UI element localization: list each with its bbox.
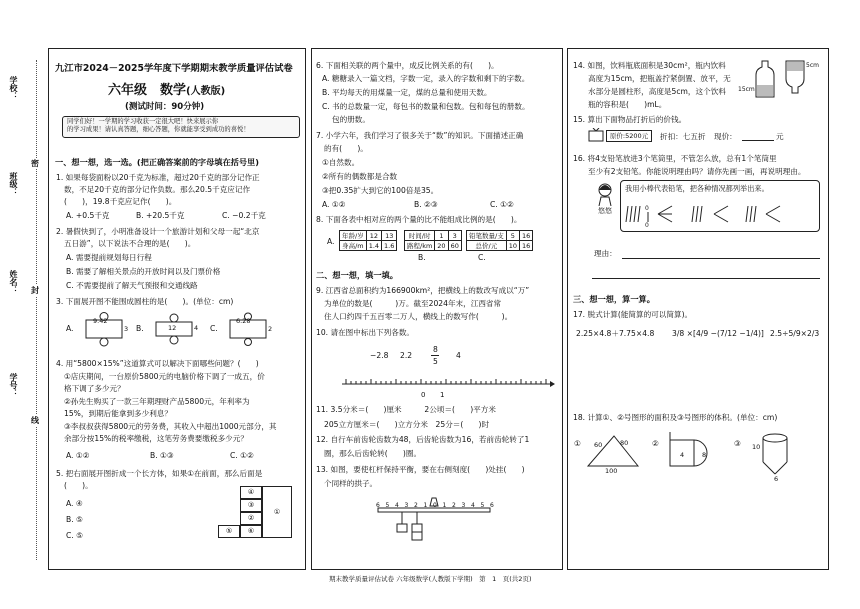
q15-stem: 15. 算出下面物品打折后的价钱。 xyxy=(573,115,687,124)
q14-line-3: 水部分是圆柱形，高度是5cm，这个饮料 xyxy=(588,87,726,96)
q8b-h2: 1 xyxy=(435,231,448,241)
q3-a-height-label: 3 xyxy=(124,325,129,333)
q18-fig1-tag: ① xyxy=(574,439,581,448)
q13-scale xyxy=(376,502,494,509)
q8c-r2: 10 xyxy=(506,241,519,251)
q14-line-1: 14. 如图，饮料瓶底面积是30cm²，瓶内饮料 xyxy=(573,61,726,70)
q18-fig3-tag: ③ xyxy=(734,439,741,448)
class-label: 班级： xyxy=(9,172,18,196)
q8a-r1: 身高/m xyxy=(340,241,367,251)
q4-line-6: ③李叔叔获得5800元的劳务费，其收入中超出1000元部分，其 xyxy=(64,422,277,431)
exam-title: 九江市2024－2025学年度下学期期末教学质量评估试卷 xyxy=(55,63,293,74)
q7-item-3: ③把0.35扩大到它的100倍是35。 xyxy=(322,186,439,195)
q7-line-1: 7. 小学六年，我们学习了很多关于“数”的知识。下面描述正确 xyxy=(316,131,524,140)
encouragement-banner xyxy=(62,116,300,138)
q8-stem xyxy=(316,214,521,225)
q11-line-1: 11. 3.5分米＝( )厘米 2公顷＝( )平方米 xyxy=(316,405,496,414)
q10-stem: 10. 请在图中标出下列各数。 xyxy=(316,328,415,337)
q8a-r2: 1.4 xyxy=(366,241,381,251)
q5-cell-1-text: ① xyxy=(273,508,281,516)
section-3-title: 三、想一想，算一算。 xyxy=(573,294,655,304)
q8c-h2: 5 xyxy=(506,231,519,241)
page-footer: 期末教学质量评估试卷 六年级数学(人教版下学期) 第 1 页(共2页) xyxy=(329,575,532,583)
q5-option-b: B. ⑤ xyxy=(66,515,83,524)
q2-option-c: C. 不需要提前了解天气预报和交通线路 xyxy=(66,281,198,290)
q15-answer-blank[interactable] xyxy=(742,140,774,141)
q14-label-15cm: 15cm xyxy=(738,86,755,93)
q1-line-2: 数，不足20千克的部分记作负数。那么20.5千克应记作 xyxy=(64,185,251,194)
q4-line-4: ②孙先生购买了一款三年期理财产品5800元，年利率为 xyxy=(64,397,250,406)
q7-option-b: B. ②③ xyxy=(414,200,438,209)
q18-fig2-4: 4 xyxy=(680,451,685,459)
grade-subject-text: 六年级 数学 xyxy=(108,83,187,98)
q15-unit: 元 xyxy=(776,132,784,141)
scale-2r: 2 xyxy=(452,502,456,509)
q4-line-1: 4. 用“5800×15%”这道算式可以解决下面哪些问题？( ) xyxy=(56,359,259,368)
q10-num-4: 4 xyxy=(456,351,461,360)
q17-stem: 17. 脱式计算(能简算的可以简算)。 xyxy=(573,310,693,319)
q7-option-a: A. ①② xyxy=(322,200,346,209)
q13-line-2: 个同样的拱子。 xyxy=(324,479,378,488)
q8-option-a: A. xyxy=(327,237,335,246)
q3-b-width-label: 12 xyxy=(168,324,177,332)
q1-option-c: C. −0.2千克 xyxy=(222,211,266,220)
q18-fig3-10: 10 xyxy=(752,443,761,451)
q1-line-3: ( )，19.8千克应记作( )。 xyxy=(64,197,177,206)
q10-axis-one: 1 xyxy=(440,391,445,399)
q10-number-line xyxy=(340,378,556,392)
scale-1r: 1 xyxy=(442,502,447,509)
q2-line-2: 五日游”，以下说法不合理的是( )。 xyxy=(64,239,196,248)
q3-c-width-label: 6.28 xyxy=(236,317,251,325)
scale-4r: 4 xyxy=(471,502,475,509)
student-id-label: 学号： xyxy=(9,373,18,397)
q3-option-c: C. xyxy=(210,324,218,333)
q10-axis-zero: 0 xyxy=(421,391,426,399)
scale-4l: 4 xyxy=(395,502,399,509)
q8a-h2: 12 xyxy=(366,231,381,241)
name-label: 姓名： xyxy=(9,270,18,294)
banner-line-1: 同学们好！一学期的学习收获一定很大吧！快来展示你 xyxy=(67,118,219,125)
q5-option-c: C. ⑤ xyxy=(66,531,83,540)
q5-cell-6-text: ⑥ xyxy=(247,527,255,535)
q8-table-c xyxy=(466,230,533,251)
q3-option-b: B. xyxy=(136,324,144,333)
q3-stem: 3. 下面展开图不能围成圆柱的是( )。(单位：cm) xyxy=(56,297,234,306)
q18-fig1-60: 60 xyxy=(594,441,603,449)
section-2-title: 二、想一想，填一填。 xyxy=(316,270,398,280)
q6-option-c-cont: 包的册数。 xyxy=(332,115,370,124)
q14-line-4: 瓶的容积是( )mL。 xyxy=(588,100,667,109)
q18-fig2-8: 8 xyxy=(702,451,707,459)
school-label: 学校： xyxy=(9,76,18,100)
scale-1l: 1 xyxy=(423,502,428,509)
q3-b-height-label: 4 xyxy=(194,324,199,332)
q18-fig3-6: 6 xyxy=(774,475,779,483)
q11-line-2: 205立方厘米＝( )立方分米 25分＝( )时 xyxy=(324,420,490,429)
q5-cell-2-text: ② xyxy=(247,514,255,522)
q8-table-a xyxy=(339,230,397,251)
scale-0: 0 xyxy=(433,502,437,509)
q4-line-5: 15%，到期后能拿到多少利息？ xyxy=(64,409,173,418)
scale-3l: 3 xyxy=(404,502,409,509)
q8-option-b: B. xyxy=(418,253,426,262)
seal-mi: 密 xyxy=(31,159,39,168)
tv-icon xyxy=(588,128,604,142)
q2-option-b: B. 需要了解相关景点的开放时间以及门票价格 xyxy=(66,267,221,276)
q15-current-label: 现价： xyxy=(714,132,737,141)
q10-num-22: 2.2 xyxy=(400,351,413,360)
seal-feng: 封 xyxy=(31,286,39,295)
q13-line-1: 13. 如图，要使杠杆保持平衡，要在右侧刻度( )处挂( ) xyxy=(316,465,525,474)
q5-line-2: ( )。 xyxy=(64,481,93,490)
scale-6l: 6 xyxy=(376,502,380,509)
q18-stem: 18. 计算①、②号图形的面积及③号图形的体积。(单位：cm) xyxy=(573,413,778,422)
q17-expr-2: 3/8 ×[4/9 −(7/12 −1/4)] xyxy=(672,329,764,338)
q12-line-2: 圈，那么后齿轮转( )圈。 xyxy=(324,449,422,458)
q16-bubble-text: 我用小棒代表铅笔，把各种情况都列举出来。 xyxy=(625,184,769,193)
page-frame-mid xyxy=(311,48,563,570)
q16-reason-line-2[interactable] xyxy=(592,278,820,279)
q5-cell-3-text: ③ xyxy=(247,501,255,509)
q18-fig2-tag: ② xyxy=(652,439,659,448)
q16-line-2: 至少有2支铅笔。你能说明理由吗？请你先画一画，再说明理由。 xyxy=(588,167,806,176)
q6-stem: 6. 下面相关联的两个量中，成反比例关系的有( )。 xyxy=(316,61,499,70)
q15-original-price: 原价:5200元 xyxy=(609,132,649,140)
q8c-r3: 16 xyxy=(519,241,532,251)
q18-fig1-80: 80 xyxy=(620,439,629,447)
q6-option-b: B. 平均每天的用煤量一定，煤的总量和使用天数。 xyxy=(322,88,492,97)
q16-girl-name: 悠悠 xyxy=(598,207,612,215)
q10-num-neg28: −2.8 xyxy=(370,351,389,360)
girl-icon xyxy=(596,182,614,206)
q8b-r2: 20 xyxy=(435,241,448,251)
q15-discount: 折扣：七五折 xyxy=(660,132,706,141)
q12-line-1: 12. 自行车前齿轮齿数为48，后齿轮齿数为16，若前齿轮转了1 xyxy=(316,435,530,444)
q8c-h1: 铅笔数量/支 xyxy=(467,231,507,241)
q10-frac-num: 8 xyxy=(433,345,438,354)
q8c-h3: 16 xyxy=(519,231,532,241)
scale-2l: 2 xyxy=(414,502,418,509)
q7-line-2: 的有( )。 xyxy=(324,144,368,153)
scale-5r: 5 xyxy=(480,502,485,509)
q5-net-cell-2 xyxy=(240,512,262,525)
q4-option-c: C. ①② xyxy=(230,451,254,460)
q4-option-b: B. ①③ xyxy=(150,451,174,460)
q9-line-3: 住人口约四千五百零二万人，横线上的数写作( )。 xyxy=(324,312,513,321)
q9-line-2: 为单位的数是( )万。截至2024年末，江西省常 xyxy=(324,299,502,308)
q5-cell-5-text: ⑤ xyxy=(225,527,233,535)
q18-fig1-100: 100 xyxy=(605,467,618,475)
q8b-h1: 时间/时 xyxy=(405,231,435,241)
q2-line-1: 2. 暑假快到了，小明准备设计一个旅游计划和父母一起“北京 xyxy=(56,227,260,236)
q4-option-a: A. ①② xyxy=(66,451,90,460)
number-line-arrow xyxy=(550,381,555,387)
q1-option-b: B. +20.5千克 xyxy=(136,211,185,220)
q16-reason-label: 理由： xyxy=(594,249,617,258)
q15-price-tag xyxy=(606,130,652,142)
svg-text:0: 0 xyxy=(645,222,649,228)
scale-6r: 6 xyxy=(490,502,494,509)
q8-option-c: C. xyxy=(478,253,486,262)
q16-line-1: 16. 将4支铅笔放进3个笔筒里，不管怎么放，总有1个笔筒里 xyxy=(573,154,777,163)
q8b-r1: 路程/km xyxy=(405,241,435,251)
q9-line-1: 9. 江西省总面积约为166900km²，把横线上的数改写成以“万” xyxy=(316,286,530,295)
q7-option-c: C. ①② xyxy=(490,200,514,209)
q3-c-height-label: 2 xyxy=(268,325,273,333)
q3-a-width-label: 9.42 xyxy=(93,317,108,325)
q5-cell-4-text: ④ xyxy=(247,488,255,496)
q3-option-a: A. xyxy=(66,324,74,333)
q7-item-2: ②所有的偶数都是合数 xyxy=(322,172,398,181)
q1-line-1: 1. 如果每袋面粉以20千克为标准，超过20千克的部分记作正 xyxy=(56,173,260,182)
q7-item-1: ①自然数。 xyxy=(322,158,360,167)
q17-expr-1: 2.25×4.8＋7.75×4.8 xyxy=(576,329,655,338)
q5-net-cell-4 xyxy=(240,486,262,499)
q6-option-a: A. 糖糖录入一篇文档，字数一定，录入的字数和剩下的字数。 xyxy=(322,74,530,83)
q5-net-cell-3 xyxy=(240,499,262,512)
edition-text: (人教版) xyxy=(186,86,226,97)
scale-3r: 3 xyxy=(461,502,466,509)
q10-frac-den: 5 xyxy=(433,357,438,366)
q1-option-a: A. +0.5千克 xyxy=(66,211,110,220)
q8a-h3: 13 xyxy=(382,231,397,241)
q6-option-c: C. 书的总数量一定，每包书的数量和包数。包和每包的册数。 xyxy=(322,102,530,111)
test-time: (测试时间：90分钟) xyxy=(125,102,205,112)
seal-xian: 线 xyxy=(31,416,39,425)
q5-net-cell-6 xyxy=(240,525,262,538)
q16-reason-line-1[interactable] xyxy=(622,258,820,259)
q8-stem-text: 8. 下面各表中相对应的两个量的比不能组成比例的是( )。 xyxy=(316,215,522,224)
q17-expr-3: 2.5÷5/9×2/3 xyxy=(770,329,820,338)
q4-line-2: ①店庆期间，一台原价5800元的电脑价格下调了一成五，价 xyxy=(64,372,265,381)
q8a-r3: 1.6 xyxy=(382,241,397,251)
q4-line-3: 格下调了多少元？ xyxy=(64,384,125,393)
binding-line xyxy=(36,60,37,560)
banner-line-2: 的学习成果！请认真答题，细心答题，你就能享受到成功的喜悦！ xyxy=(67,126,250,133)
q8a-h1: 年龄/岁 xyxy=(340,231,367,241)
q8b-r3: 60 xyxy=(448,241,461,251)
q4-line-7: 余部分按15%的税率缴税，这笔劳务费要缴税多少元？ xyxy=(64,434,248,443)
q5-line-1: 5. 把右面展开图折成一个长方体，如果①在前面，那么后面是 xyxy=(56,469,263,478)
grade-subject xyxy=(108,79,225,98)
q8c-r1: 总价/元 xyxy=(467,241,507,251)
q5-net-cell-1 xyxy=(262,486,292,538)
scale-5l: 5 xyxy=(385,502,390,509)
q14-line-2: 高度为15cm，把瓶盖拧紧倒置、放平，无 xyxy=(588,74,731,83)
q5-net-cell-5 xyxy=(218,525,240,538)
q16-pencil-sketch xyxy=(624,200,814,228)
svg-text:0: 0 xyxy=(645,205,649,212)
section-1-title: 一、想一想，选一选。(把正确答案前的字母填在括号里) xyxy=(55,157,259,167)
q8-table-b xyxy=(404,230,462,251)
q5-option-a: A. ④ xyxy=(66,499,83,508)
q2-option-a: A. 需要提前规划每日行程 xyxy=(66,253,152,262)
q8b-h3: 3 xyxy=(448,231,461,241)
q14-label-5cm: 5cm xyxy=(806,62,819,69)
